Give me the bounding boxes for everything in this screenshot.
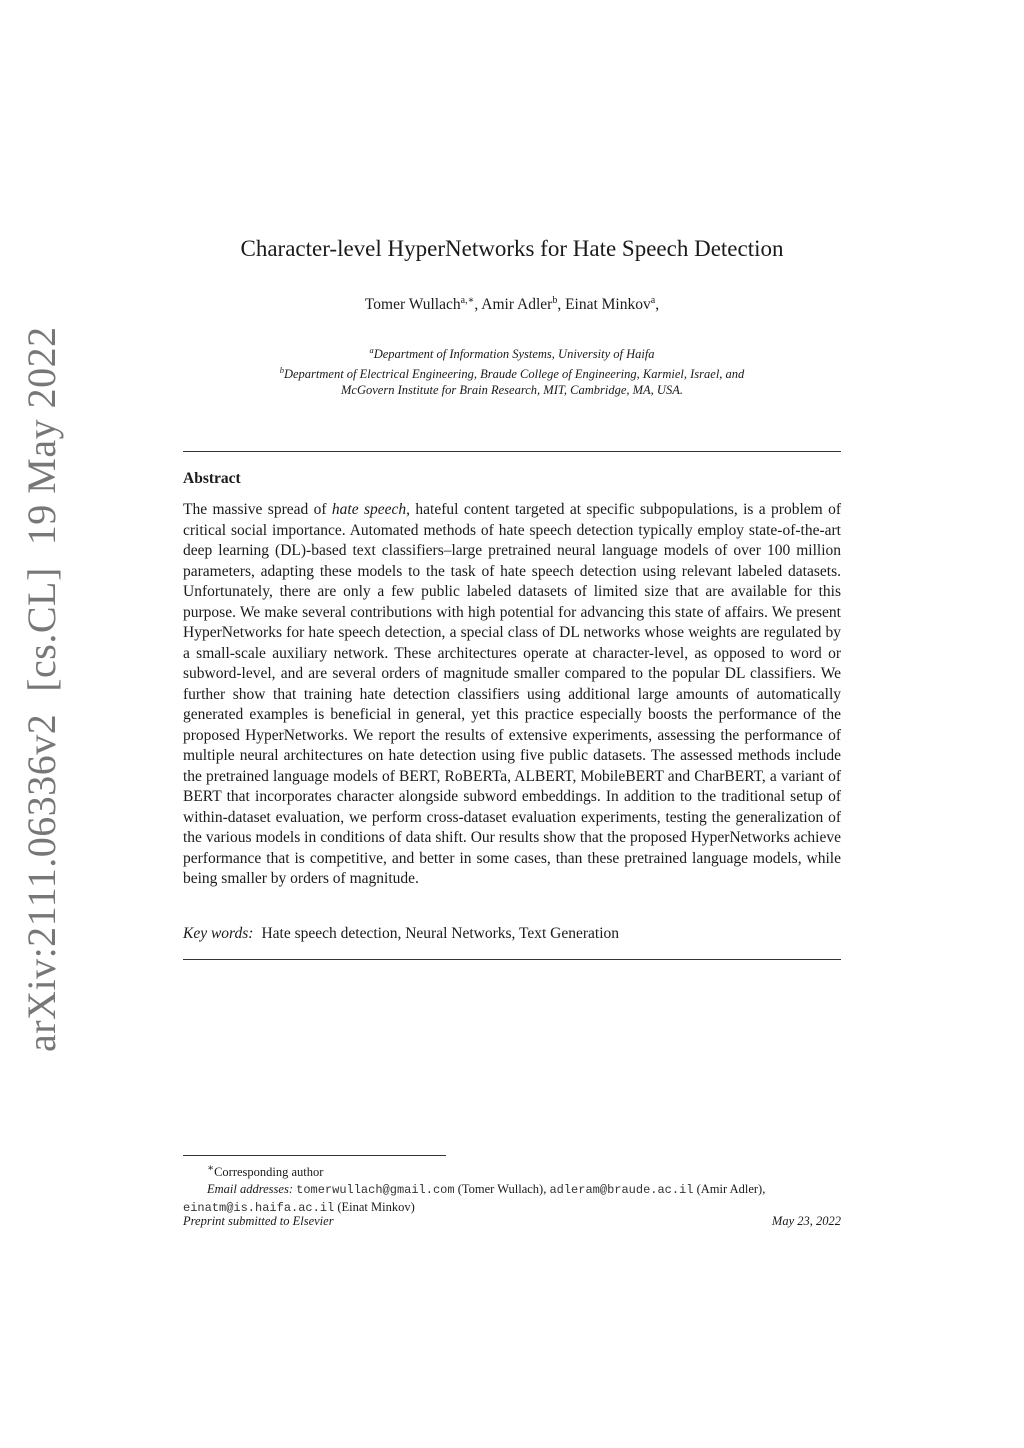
abstract-body xyxy=(183,500,841,890)
affiliations xyxy=(0,342,1024,398)
footnote-emails xyxy=(183,1181,841,1217)
arxiv-stamp xyxy=(12,326,72,1052)
email-owner: (Einat Minkov) xyxy=(334,1200,415,1215)
email-label: Email addresses: xyxy=(207,1182,293,1197)
author-affil-mark: a xyxy=(650,295,656,306)
arxiv-date: 19 May 2022 xyxy=(19,326,64,546)
author-name: Amir Adler xyxy=(481,296,553,314)
author-name: Tomer Wullach xyxy=(364,296,461,314)
abstract-text: , hateful content targeted at specific subpopulations, is a problem of critical social importance. Automated methods of hate speech detection typically employ state-of-the-art deep learning (DL)-based text classifiers–large pretrained neural language models of over 100 million parameters, adapting these models to the task of hate speech detection using relevant labeled datasets. Unfortunately, there are only a few public labeled datasets of limited size that are available for this purpose. We make several contributions with high potential for advancing this state of affairs. We present HyperNetworks for hate speech detection, a special class of DL networks whose weights are regulated by a small-scale auxiliary network. These architectures operate at character-level, as opposed to word or subword-level, and are several orders of magnitude smaller compared to the popular DL classifiers. We further show that training hate detection classifiers using additional large amounts of automatically generated examples is beneficial in general, yet this practice especially boosts the performance of the proposed HyperNetworks. We report the results of extensive experiments, assessing the performance of multiple neural architectures on hate detection using five public datasets. The assessed methods include the pretrained language models of BERT, RoBERTa, ALBERT, MobileBERT and CharBERT, a variant of BERT that incorporates character alongside subword embeddings. In addition to the traditional setup of within-dataset evaluation, we perform cross-dataset evaluation experiments, testing the generalization of the various models in conditions of data shift. Our results show that the proposed HyperNetworks achieve performance that is competitive, and better in some cases, than these pretrained language models, while being smaller by orders of magnitude. xyxy=(183,501,841,887)
divider-top xyxy=(183,451,841,452)
footnote-divider xyxy=(183,1155,446,1156)
email-link[interactable]: einatm@is.haifa.ac.il xyxy=(183,1201,335,1216)
affiliation-b-cont: McGovern Institute for Brain Research, MIT, Cambridge, MA, USA. xyxy=(341,383,683,398)
author-name: Einat Minkov xyxy=(565,296,651,314)
abstract-heading: Abstract xyxy=(183,470,241,487)
footnote-corresponding-text: Corresponding author xyxy=(214,1165,324,1180)
abstract-lead: The massive spread of xyxy=(183,501,332,518)
author-separator: , xyxy=(655,296,660,314)
affiliation-b xyxy=(0,362,1024,382)
footnote xyxy=(183,1160,841,1217)
affiliation-mark: a xyxy=(369,345,374,355)
email-link[interactable]: tomerwullach@gmail.com xyxy=(296,1183,455,1198)
affiliation-mark: b xyxy=(279,365,284,376)
email-owner: (Amir Adler), xyxy=(693,1182,766,1197)
arxiv-category: [cs.CL] xyxy=(19,567,64,692)
arxiv-identifier: arXiv:2111.06336v2 xyxy=(19,713,64,1052)
footer-preprint: Preprint submitted to Elsevier xyxy=(183,1214,334,1228)
divider-bottom xyxy=(183,959,841,960)
author-list xyxy=(0,295,1024,314)
email-owner: (Tomer Wullach), xyxy=(454,1182,550,1197)
paper-title: Character-level HyperNetworks for Hate Speech Detection xyxy=(240,236,784,261)
affiliation-text: Department of Electrical Engineering, Braude College of Engineering, Karmiel, Israel, and xyxy=(283,367,745,382)
keywords-text: Hate speech detection, Neural Networks, Text Generation xyxy=(261,925,620,942)
footer-date: May 23, 2022 xyxy=(771,1214,841,1228)
author-affil-mark: b xyxy=(552,295,558,306)
email-link[interactable]: adleram@braude.ac.il xyxy=(549,1183,694,1198)
affiliation-a xyxy=(0,342,1024,362)
affiliation-text: Department of Information Systems, University of Haifa xyxy=(373,347,655,362)
keywords-label: Key words: xyxy=(183,925,254,942)
footnote-corresponding xyxy=(183,1160,841,1181)
author-separator: , xyxy=(557,296,566,314)
footnote-mark: ∗ xyxy=(207,1163,215,1174)
keywords xyxy=(183,925,841,943)
author-affil-mark: a,∗ xyxy=(460,295,475,306)
author-separator: , xyxy=(474,296,482,314)
abstract-emphasis: hate speech xyxy=(331,501,407,518)
